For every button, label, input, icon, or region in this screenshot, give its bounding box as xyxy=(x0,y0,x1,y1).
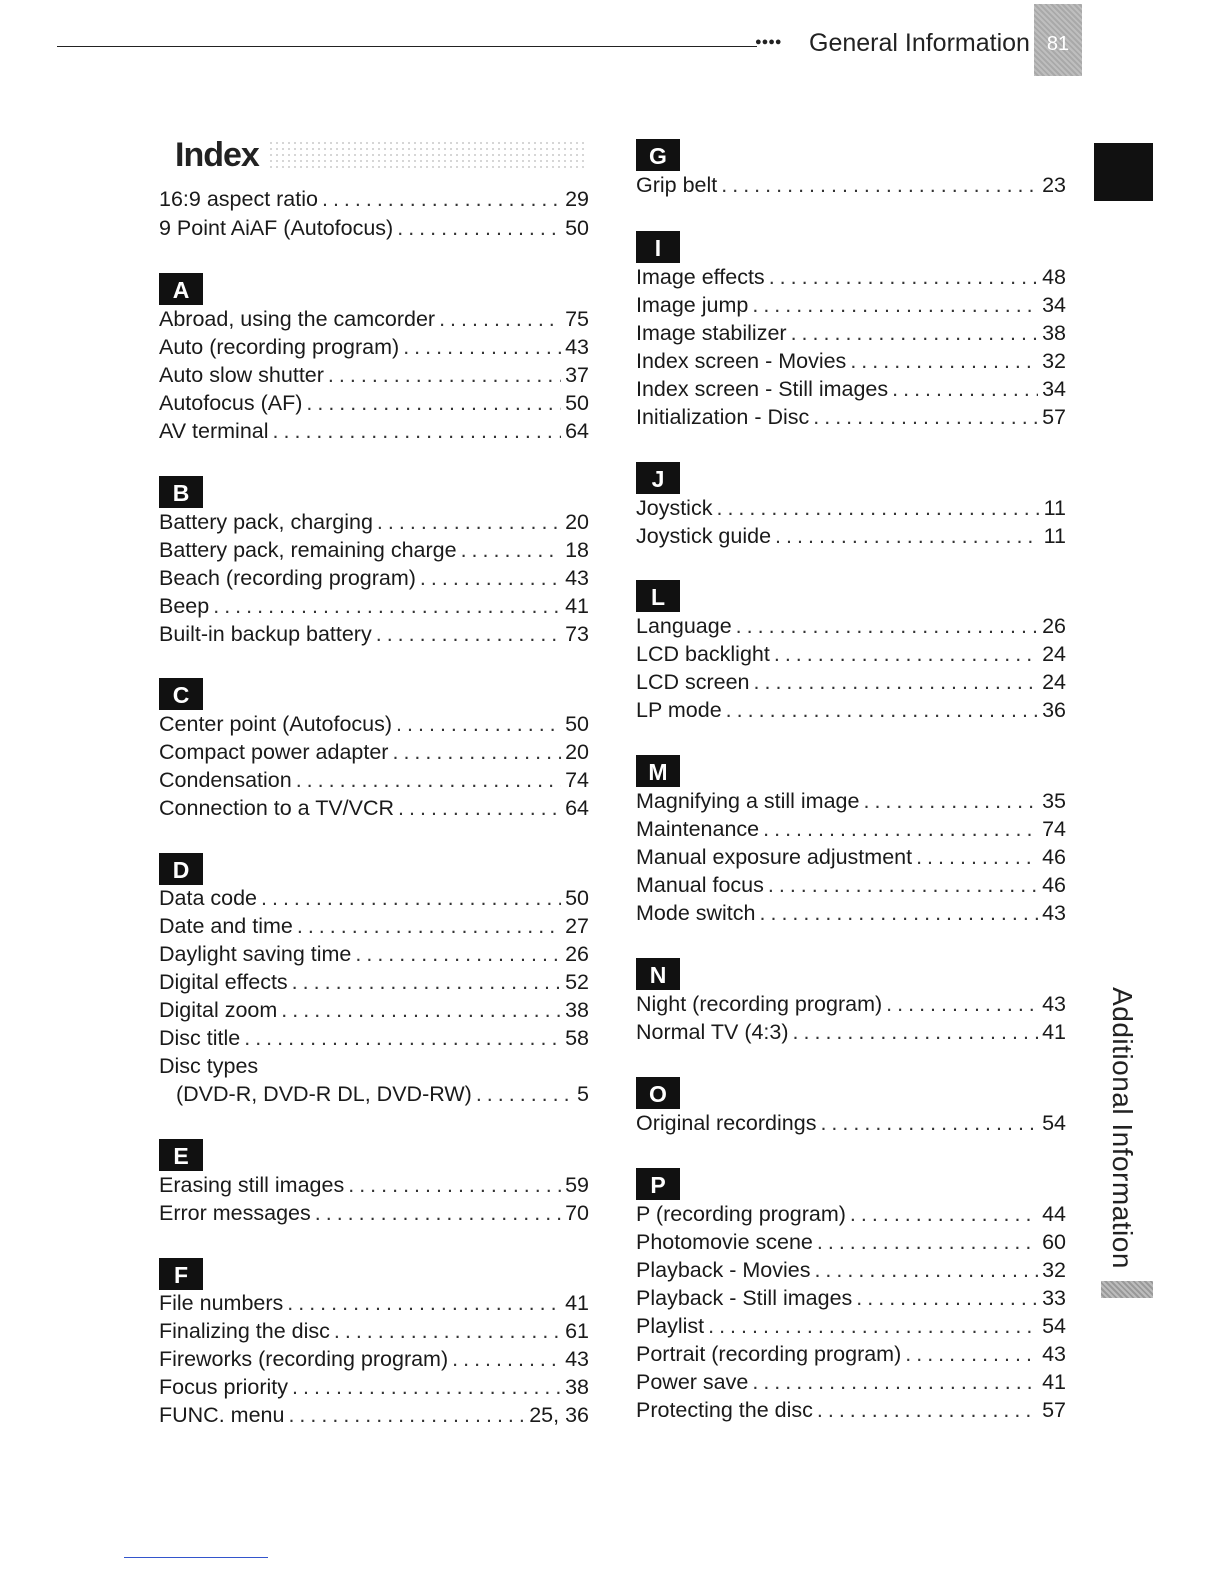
index-entry: Auto (recording program) ..... 43 xyxy=(159,335,589,363)
page-title: Index xyxy=(175,136,259,174)
letter-heading-n: N xyxy=(636,958,680,990)
letter-heading-g: G xyxy=(636,139,680,171)
index-entry: Mode switch ..... 43 xyxy=(636,901,1066,929)
index-entry: Data code ..... 50 xyxy=(159,886,589,914)
letter-heading-p: P xyxy=(636,1168,680,1200)
index-entry: P (recording program) ..... 44 xyxy=(636,1202,1066,1230)
header-rule xyxy=(57,46,757,47)
index-entry: FUNC. menu ..... 25, 36 xyxy=(159,1403,589,1431)
letter-heading-a: A xyxy=(159,273,203,305)
index-entry: Playback - Still images ..... 33 xyxy=(636,1286,1066,1314)
index-entry: Finalizing the disc ..... 61 xyxy=(159,1319,589,1347)
index-entry: Image effects ..... 48 xyxy=(636,265,1066,293)
index-entry: 16:9 aspect ratio ..... 29 xyxy=(159,187,589,215)
index-entry: Battery pack, charging ..... 20 xyxy=(159,510,589,538)
chapter-tab-indicator xyxy=(1101,1281,1153,1298)
index-entry: AV terminal ..... 64 xyxy=(159,419,589,447)
index-entry: Disc types xyxy=(159,1054,259,1078)
index-entry: Power save ..... 41 xyxy=(636,1370,1066,1398)
index-entry: Playback - Movies ..... 32 xyxy=(636,1258,1066,1286)
index-entry: Built-in backup battery ..... 73 xyxy=(159,622,589,650)
index-entry: Compact power adapter ..... 20 xyxy=(159,740,589,768)
index-entry: Initialization - Disc ..... 57 xyxy=(636,405,1066,433)
index-entry: Language ..... 26 xyxy=(636,614,1066,642)
index-entry: Original recordings ..... 54 xyxy=(636,1111,1066,1139)
letter-heading-d: D xyxy=(159,853,203,885)
index-entry: Digital effects ..... 52 xyxy=(159,970,589,998)
index-entry: Abroad, using the camcorder ..... 75 xyxy=(159,307,589,335)
index-entry: Image stabilizer ..... 38 xyxy=(636,321,1066,349)
index-entry: Date and time ..... 27 xyxy=(159,914,589,942)
index-entry: Portrait (recording program) ..... 43 xyxy=(636,1342,1066,1370)
letter-heading-e: E xyxy=(159,1139,203,1171)
index-entry: Erasing still images ..... 59 xyxy=(159,1173,589,1201)
index-entry: Photomovie scene ..... 60 xyxy=(636,1230,1066,1258)
title-dot-pattern xyxy=(268,140,588,170)
chapter-tab-marker xyxy=(1094,143,1153,201)
index-entry: Maintenance ..... 74 xyxy=(636,817,1066,845)
index-entry: Manual focus ..... 46 xyxy=(636,873,1066,901)
index-entry: LCD backlight ..... 24 xyxy=(636,642,1066,670)
index-entry: Focus priority ..... 38 xyxy=(159,1375,589,1403)
index-entry: Disc title ..... 58 xyxy=(159,1026,589,1054)
letter-heading-j: J xyxy=(636,462,680,494)
index-entry: LCD screen ..... 24 xyxy=(636,670,1066,698)
index-entry: Daylight saving time ..... 26 xyxy=(159,942,589,970)
index-entry: Index screen - Movies ..... 32 xyxy=(636,349,1066,377)
index-entry: Playlist ..... 54 xyxy=(636,1314,1066,1342)
index-entry: 9 Point AiAF (Autofocus) ..... 50 xyxy=(159,216,589,244)
letter-heading-b: B xyxy=(159,476,203,508)
index-entry: Night (recording program) ..... 43 xyxy=(636,992,1066,1020)
index-entry: Grip belt ..... 23 xyxy=(636,173,1066,201)
index-entry: Manual exposure adjustment ..... 46 xyxy=(636,845,1066,873)
index-entry: LP mode ..... 36 xyxy=(636,698,1066,726)
index-entry: Condensation ..... 74 xyxy=(159,768,589,796)
chapter-tab-label: Additional Information xyxy=(1107,987,1138,1269)
index-entry: (DVD-R, DVD-R DL, DVD-RW) ..... 5 xyxy=(159,1082,589,1110)
index-entry: Battery pack, remaining charge ..... 18 xyxy=(159,538,589,566)
index-entry: Digital zoom ..... 38 xyxy=(159,998,589,1026)
index-entry: Fireworks (recording program) ..... 43 xyxy=(159,1347,589,1375)
footer-rule xyxy=(124,1557,268,1558)
letter-heading-l: L xyxy=(636,580,680,612)
index-entry: Center point (Autofocus) ..... 50 xyxy=(159,712,589,740)
index-entry: Image jump ..... 34 xyxy=(636,293,1066,321)
page-number: 81 xyxy=(1034,4,1082,76)
letter-heading-o: O xyxy=(636,1077,680,1109)
section-title: General Information xyxy=(809,29,1030,57)
index-entry: Index screen - Still images ..... 34 xyxy=(636,377,1066,405)
index-entry: Protecting the disc ..... 57 xyxy=(636,1398,1066,1426)
index-entry: Autofocus (AF) ..... 50 xyxy=(159,391,589,419)
letter-heading-m: M xyxy=(636,755,680,787)
index-entry: Error messages ..... 70 xyxy=(159,1201,589,1229)
index-entry: Joystick ..... 11 xyxy=(636,496,1066,524)
index-entry: Joystick guide ..... 11 xyxy=(636,524,1066,552)
letter-heading-i: I xyxy=(636,231,680,263)
index-entry: Magnifying a still image ..... 35 xyxy=(636,789,1066,817)
index-entry: Auto slow shutter ..... 37 xyxy=(159,363,589,391)
index-entry: Connection to a TV/VCR ..... 64 xyxy=(159,796,589,824)
index-entry: Normal TV (4:3) ..... 41 xyxy=(636,1020,1066,1048)
index-entry: File numbers ..... 41 xyxy=(159,1291,589,1319)
header-bullets: ●●●● xyxy=(755,36,782,48)
index-entry: Beach (recording program) ..... 43 xyxy=(159,566,589,594)
index-entry: Beep ..... 41 xyxy=(159,594,589,622)
letter-heading-c: C xyxy=(159,678,203,710)
letter-heading-f: F xyxy=(159,1258,203,1290)
